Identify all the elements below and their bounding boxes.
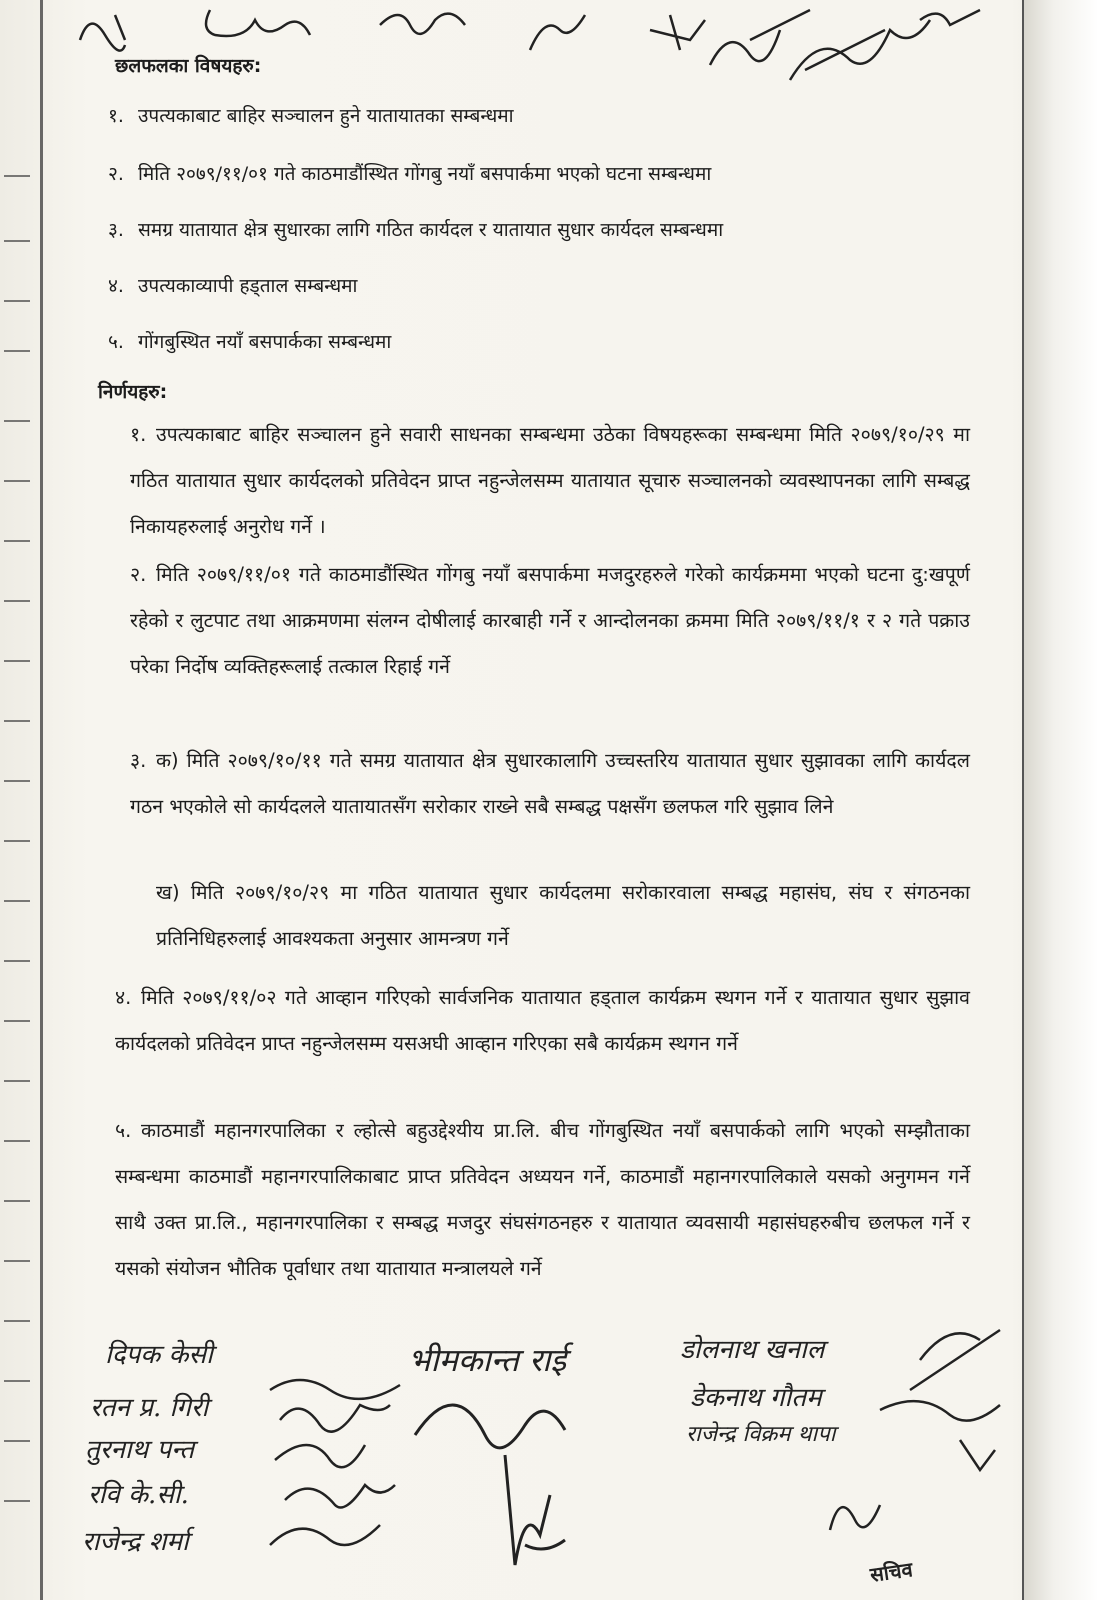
topic-number: १.: [108, 105, 124, 127]
decision-item-3b: [156, 870, 970, 962]
binding-tick: [4, 300, 30, 302]
signature-name: डेकनाथ गौतम: [690, 1383, 822, 1413]
topic-text: गोंगबुस्थित नयाँ बसपार्कका सम्बन्धमा: [138, 331, 392, 353]
decision-text: काठमाडौं महानगरपालिका र ल्होत्से बहुउद्देश्यीय प्रा.लि. बीच गोंगबुस्थित नयाँ बसपार्कको लागि भएको सम्झौताका सम्बन्धमा काठमाडौं महानगरपालिकाबाट प्राप्त प्रतिवेदन अध्ययन गर्ने, काठमाडौं महानगरपालिकाले यसको अनुगमन गर्ने साथै उक्त प्रा.लि., महानगरपालिका र सम्बद्ध मजदुर संघसंगठनहरु र यातायात व्यवसायी महासंघहरुबीच छलफल गर्ने र यसको संयोजन भौतिक पूर्वाधार तथा यातायात मन्त्रालयले गर्ने: [115, 1119, 970, 1280]
decision-item-1: [130, 412, 970, 550]
topic-text: मिति २०७९/११/०१ गते काठमाडौंस्थित गोंगबु नयाँ बसपार्कमा भएको घटना सम्बन्धमा: [138, 163, 712, 185]
decision-text: क) मिति २०७९/१०/११ गते समग्र यातायात क्षेत्र सुधारकालागि उच्चस्तरिय यातायात सुधार सुझावका लागि कार्यदल गठन भएकोले सो कार्यदलले यातायातसँग सरोकार राख्ने सबै सम्बद्ध पक्षसँग छलफल गरि सुझाव लिने: [130, 749, 970, 818]
binding-tick: [4, 1260, 30, 1262]
signature-name: डोलनाथ खनाल: [680, 1335, 825, 1365]
binding-tick: [4, 780, 30, 782]
binding-tick: [4, 840, 30, 842]
decision-number: ४.: [115, 986, 132, 1009]
binding-tick: [4, 480, 30, 482]
topic-text: समग्र यातायात क्षेत्र सुधारका लागि गठित कार्यदल र यातायात सुधार कार्यदल सम्बन्धमा: [138, 219, 724, 241]
topic-number: २.: [108, 163, 124, 185]
decision-item-4: [115, 975, 970, 1067]
topic-number: ३.: [108, 219, 124, 241]
topic-item-5: [108, 328, 391, 354]
binding-tick: [4, 175, 30, 177]
signature-name: तुरनाथ पन्त: [85, 1435, 195, 1465]
decision-text: मिति २०७९/११/०२ गते आव्हान गरिएको सार्वजनिक यातायात हड्ताल कार्यक्रम स्थगन गर्ने र यातायात सुधार सुझाव कार्यदलको प्रतिवेदन प्राप्त नहुन्जेलसम्म यसअघी आव्हान गरिएका सबै कार्यक्रम स्थगन गर्ने: [115, 986, 970, 1055]
binding-margin-line: [40, 0, 43, 1600]
top-signatures-scribble: [60, 0, 1010, 95]
signature-scribbles-right: [820, 1320, 1020, 1580]
binding-tick: [4, 1200, 30, 1202]
decision-text: उपत्यकाबाट बाहिर सञ्चालन हुने सवारी साधनका सम्बन्धमा उठेका विषयहरूका सम्बन्धमा मिति २०७९/१०/२९ मा गठित यातायात सुधार कार्यदलको प्रतिवेदन प्राप्त नहुन्जेलसम्म यातायात सूचारु सञ्चालनको व्यवस्थापनका लागि सम्बद्ध निकायहरुलाई अनुरोध गर्ने ।: [130, 423, 970, 538]
binding-tick: [4, 720, 30, 722]
signature-name: दिपक केसी: [105, 1340, 213, 1370]
topic-number: ४.: [108, 275, 124, 297]
decision-number: २.: [130, 563, 147, 586]
binding-tick: [4, 900, 30, 902]
binding-tick: [4, 960, 30, 962]
decision-number: ५.: [115, 1119, 132, 1142]
binding-tick: [4, 1500, 30, 1502]
decision-item-5: [115, 1108, 970, 1292]
topic-text: उपत्यकाबाट बाहिर सञ्चालन हुने यातायातका सम्बन्धमा: [138, 105, 514, 127]
binding-tick: [4, 1440, 30, 1442]
decision-item-3a: [130, 738, 970, 830]
binding-tick: [4, 1380, 30, 1382]
signature-name: रतन प्र. गिरी: [90, 1393, 209, 1423]
binding-tick: [4, 240, 30, 242]
binding-tick: [4, 540, 30, 542]
signature-scribbles-left: [260, 1360, 410, 1570]
topic-number: ५.: [108, 331, 124, 353]
topic-item-4: [108, 272, 357, 298]
decision-text: ख) मिति २०७९/१०/२९ मा गठित यातायात सुधार कार्यदलमा सरोकारवाला सम्बद्ध महासंघ, संघ र संगठनका प्रतिनिधिहरुलाई आवश्यकता अनुसार आमन्त्रण गर्ने: [156, 881, 970, 950]
topics-heading: छलफलका विषयहरु:: [115, 55, 262, 77]
signature-name: रवि के.सी.: [88, 1480, 189, 1510]
signature-name: राजेन्द्र विक्रम थापा: [686, 1422, 836, 1447]
decision-number: ३.: [130, 749, 147, 772]
signature-scribbles-center: [405, 1375, 585, 1575]
topic-item-3: [108, 216, 723, 242]
decision-text: मिति २०७९/११/०१ गते काठमाडौंस्थित गोंगबु नयाँ बसपार्कमा मजदुरहरुले गरेको कार्यक्रममा भएको घटना दु:खपूर्ण रहेको र लुटपाट तथा आक्रमणमा संलग्न दोषीलाई कारबाही गर्ने र आन्दोलनका क्रममा मिति २०७९/११/१ र २ गते पक्राउ परेका निर्दोष व्यक्तिहरूलाई तत्काल रिहाई गर्ने: [130, 563, 970, 678]
binding-tick: [4, 1020, 30, 1022]
decisions-heading: निर्णयहरु:: [98, 381, 168, 403]
binding-tick: [4, 660, 30, 662]
topic-item-2: [108, 160, 711, 186]
binding-tick: [4, 420, 30, 422]
binding-tick: [4, 600, 30, 602]
binding-tick: [4, 1140, 30, 1142]
binding-tick: [4, 1080, 30, 1082]
signature-name: भीमकान्त राई: [408, 1341, 567, 1379]
page-edge-shadow: [1022, 0, 1097, 1600]
topic-text: उपत्यकाव्यापी हड्ताल सम्बन्धमा: [138, 275, 358, 297]
secretary-stamp: सचिव: [868, 1557, 915, 1587]
binding-tick: [4, 1320, 30, 1322]
binding-tick: [4, 350, 30, 352]
decision-number: १.: [130, 423, 147, 446]
decision-item-2: [130, 552, 970, 690]
topic-item-1: [108, 102, 514, 128]
signature-name: राजेन्द्र शर्मा: [82, 1527, 189, 1557]
